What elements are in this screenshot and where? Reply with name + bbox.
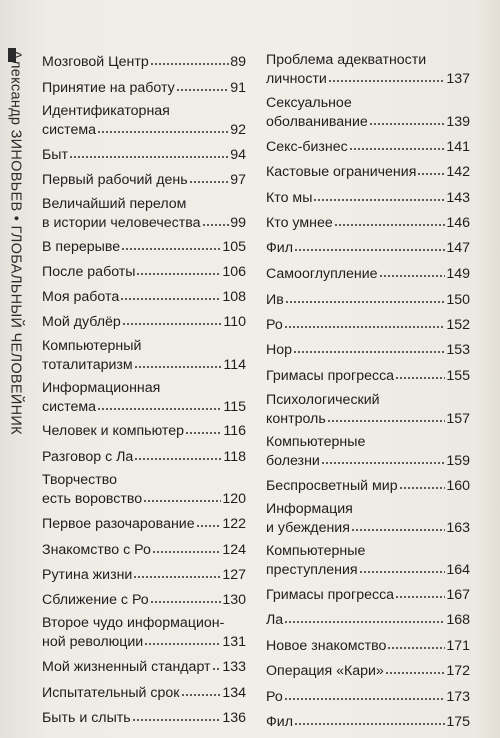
toc-entry-title: тоталитаризм (42, 357, 133, 373)
toc-page-number: 142 (446, 164, 470, 180)
toc-entry-title: Гримасы прогресса (266, 368, 395, 384)
toc-entry-title: Ла (266, 612, 284, 628)
toc-page-number: 163 (446, 520, 470, 536)
toc-entry (266, 162, 470, 181)
toc-entry (266, 610, 470, 629)
toc-page-number: 167 (446, 587, 470, 603)
toc-entry-title: система (42, 122, 96, 138)
dot-leader (120, 287, 221, 301)
toc-page-number: 120 (222, 491, 246, 507)
toc-entry-title: Принятие на работу (42, 80, 175, 96)
toc-page-number: 94 (230, 147, 246, 163)
toc-entry (266, 290, 470, 309)
toc-entry (266, 95, 470, 131)
toc-entry (266, 188, 470, 207)
toc-entry (42, 145, 246, 164)
toc-page-number: 122 (222, 516, 246, 532)
toc-entry-title: Самооглупление (266, 266, 378, 282)
toc-entry-title: Первый рабочий день (42, 172, 188, 188)
toc-entry-title: преступления (266, 562, 358, 578)
toc-page-number: 127 (222, 567, 246, 583)
toc-page-number: 143 (446, 190, 470, 206)
toc-entry (266, 238, 470, 257)
toc-page-number: 164 (446, 562, 470, 578)
toc-page-number: 115 (223, 399, 246, 415)
toc-page-number: 147 (446, 240, 470, 256)
dot-leader (395, 585, 445, 599)
dot-leader (97, 397, 222, 411)
toc-page-number: 91 (230, 80, 246, 96)
toc-page-number: 171 (446, 638, 470, 654)
dot-leader (399, 476, 446, 490)
toc-page-number: 116 (223, 423, 246, 439)
toc-entry-title: есть воровство (42, 491, 143, 507)
dot-leader (121, 237, 221, 251)
dot-leader (387, 636, 445, 650)
toc-entry-title: Операция «Кари» (266, 663, 384, 679)
toc-entry-title: Человек и компьютер (42, 423, 185, 439)
dot-leader (189, 170, 230, 184)
toc-entry-title: оболванивание (266, 114, 368, 130)
toc-entry (42, 237, 246, 256)
toc-entry-title-line: Компьютерные (266, 434, 366, 450)
dot-leader (321, 451, 446, 465)
toc-entry (42, 52, 246, 71)
dot-leader (417, 162, 445, 176)
toc-entry (42, 540, 246, 559)
toc-page-number: 157 (446, 411, 470, 427)
toc-entry (266, 636, 470, 655)
toc-entry-title-line: Компьютерные (266, 543, 366, 559)
toc-entry (42, 514, 246, 533)
dot-leader (185, 421, 222, 435)
dot-leader (97, 120, 229, 134)
toc-page-number: 118 (223, 449, 246, 465)
toc-page-number: 175 (446, 714, 470, 730)
page-edge-shadow (476, 0, 500, 738)
dot-leader (385, 661, 446, 675)
dot-leader (293, 340, 445, 354)
toc-entry (266, 366, 470, 385)
toc-entry-title: Кастовые ограничения (266, 164, 417, 180)
toc-entry (42, 103, 246, 139)
toc-entry-title: система (42, 399, 96, 415)
toc-page-number: 139 (446, 114, 470, 130)
dot-leader (294, 238, 445, 252)
toc-page-number: 136 (222, 710, 246, 726)
toc-entry-title: В перерыве (42, 239, 121, 255)
toc-page-number: 152 (446, 317, 470, 333)
toc-entry-title: Испытательный срок (42, 685, 180, 701)
toc-entry-title: Мозговой Центр (42, 54, 149, 70)
toc-page-number: 110 (223, 314, 246, 330)
toc-entry-title-line: Второе чудо информацион- (42, 615, 225, 631)
toc-entry (42, 615, 246, 651)
toc-entry (42, 78, 246, 97)
toc-page-number: 146 (446, 215, 470, 231)
toc-entry (42, 287, 246, 306)
toc-entry (266, 264, 470, 283)
dot-leader (294, 712, 445, 726)
toc-entry-title: Мой дублёр (42, 314, 121, 330)
dot-leader (327, 409, 446, 423)
dot-leader (196, 514, 222, 528)
toc-entry-title-line: Проблема адекватности (266, 52, 427, 68)
toc-entry (266, 712, 470, 731)
toc-entry-title: болезни (266, 453, 320, 469)
toc-entry (266, 52, 470, 88)
dot-leader (284, 315, 446, 329)
dot-leader (351, 518, 445, 532)
toc-entry (266, 315, 470, 334)
toc-entry-title: личности (266, 71, 327, 87)
toc-entry-title: Беспросветный мир (266, 478, 398, 494)
toc-entry (266, 585, 470, 604)
dot-leader (212, 657, 222, 671)
toc-page-number: 160 (446, 478, 470, 494)
dot-leader (144, 632, 221, 646)
dot-leader (69, 145, 229, 159)
toc-entry-title: Сближение с Ро (42, 592, 149, 608)
spine-header (0, 0, 30, 738)
toc-page-number: 99 (230, 215, 246, 231)
dot-leader (122, 312, 223, 326)
toc-entry-title: Быт (42, 147, 69, 163)
toc-entry (266, 476, 470, 495)
dot-leader (152, 540, 221, 554)
toc-page-number: 133 (222, 659, 246, 675)
toc-entry-title-line: Творчество (42, 472, 118, 488)
toc-page-number: 149 (446, 266, 470, 282)
toc-entry-title: Секс-бизнес (266, 139, 348, 155)
toc-entry-title: После работы (42, 264, 136, 280)
toc-entry-title: Быть и слыть (42, 710, 131, 726)
dot-leader (132, 708, 222, 722)
dot-leader (284, 610, 445, 624)
toc-page-number: 172 (446, 663, 470, 679)
dot-leader (134, 447, 222, 461)
toc-entry-title: Ро (266, 689, 283, 705)
toc-page-number: 155 (446, 368, 470, 384)
dot-leader (136, 262, 221, 276)
toc-page-number: 141 (446, 139, 470, 155)
toc-page-number: 131 (222, 634, 246, 650)
toc-page-number: 89 (230, 54, 246, 70)
toc-entry-title: в истории человечества (42, 215, 201, 231)
toc-entry-title: контроль (266, 411, 326, 427)
toc-entry (42, 262, 246, 281)
dot-leader (379, 264, 446, 278)
toc-entry-title: Знакомство с Ро (42, 542, 151, 558)
dot-leader (328, 69, 445, 83)
toc-entry-title-line: Идентификаторная (42, 103, 170, 119)
toc-entry (266, 434, 470, 470)
toc-page-number: 105 (222, 239, 246, 255)
dot-leader (150, 52, 230, 66)
toc-page-number: 124 (222, 542, 246, 558)
toc-entry (42, 312, 246, 331)
dot-leader (349, 137, 446, 151)
toc-entry-title: Ив (266, 292, 284, 308)
toc-entry (42, 421, 246, 440)
toc-page-number: 134 (222, 685, 246, 701)
dot-leader (133, 565, 221, 579)
dot-leader (359, 560, 446, 574)
toc-entry (42, 590, 246, 609)
toc-entry (42, 683, 246, 702)
toc-page-number: 130 (222, 592, 246, 608)
toc-entry-title-line: Информационная (42, 380, 161, 396)
toc-page-number: 114 (223, 357, 246, 373)
toc-entry-title: Новое знакомство (266, 638, 387, 654)
spine-title: Александр ЗИНОВЬЕВ • ГЛОБАЛЬНЫЙ ЧЕЛОВЕЙНИК (7, 50, 24, 435)
dot-leader (143, 489, 221, 503)
toc-entry (42, 338, 246, 374)
toc-entry-title: Мой жизненный стандарт (42, 659, 211, 675)
toc-entry-title-line: Сексуальное (266, 95, 352, 111)
toc-entry-title: ной революции (42, 634, 144, 650)
toc-entry (266, 687, 470, 706)
toc-entry (266, 501, 470, 537)
toc-entry (266, 213, 470, 232)
dot-leader (150, 590, 222, 604)
toc-entry-title: Кто умнее (266, 215, 333, 231)
toc-entry-title: Ро (266, 317, 283, 333)
toc-entry-title: Первое разочарование (42, 516, 195, 532)
toc-entry-title-line: Психологический (266, 392, 380, 408)
toc-entry (42, 170, 246, 189)
toc-entry-title: Фил (266, 714, 293, 730)
dot-leader (395, 366, 445, 380)
toc-entry-title: Нор (266, 342, 293, 358)
dot-leader (285, 290, 446, 304)
toc-entry-title: Кто мы (266, 190, 313, 206)
toc-entry-title: Разговор с Ла (42, 449, 134, 465)
toc-page-number: 97 (230, 172, 246, 188)
toc-entry (266, 137, 470, 156)
dot-leader (202, 213, 230, 227)
toc-entry (42, 447, 246, 466)
toc-entry (42, 196, 246, 232)
toc-entry-title: Гримасы прогресса (266, 587, 395, 603)
toc-entry-title: Моя работа (42, 289, 120, 305)
toc-entry-title: Рутина жизни (42, 567, 133, 583)
toc-page-number: 137 (446, 71, 470, 87)
dot-leader (134, 355, 223, 369)
toc-entry (42, 708, 246, 727)
toc-entry (266, 543, 470, 579)
toc-entry-title-line: Компьютерный (42, 338, 142, 354)
toc-entry-title: и убеждения (266, 520, 350, 536)
toc-entry (42, 565, 246, 584)
toc-page-number: 168 (446, 612, 470, 628)
dot-leader (176, 78, 230, 92)
dot-leader (284, 687, 446, 701)
toc-page-number: 108 (222, 289, 246, 305)
toc-entry (266, 392, 470, 428)
toc-page-number: 92 (230, 122, 246, 138)
toc-entry-title-line: Величайший перелом (42, 196, 187, 212)
toc-page-number: 106 (222, 264, 246, 280)
toc-page-number: 150 (446, 292, 470, 308)
dot-leader (181, 683, 222, 697)
dot-leader (334, 213, 446, 227)
toc-entry (42, 380, 246, 416)
toc-entry-title: Фил (266, 240, 293, 256)
toc-entry (266, 340, 470, 359)
toc-entry (42, 472, 246, 508)
toc-page-number: 153 (446, 342, 470, 358)
dot-leader (369, 112, 446, 126)
toc-page-number: 173 (446, 689, 470, 705)
toc-entry-title-line: Информация (266, 501, 353, 517)
dot-leader (313, 188, 445, 202)
toc-page-number: 159 (446, 453, 470, 469)
toc-entry (266, 661, 470, 680)
toc-entry (42, 657, 246, 676)
